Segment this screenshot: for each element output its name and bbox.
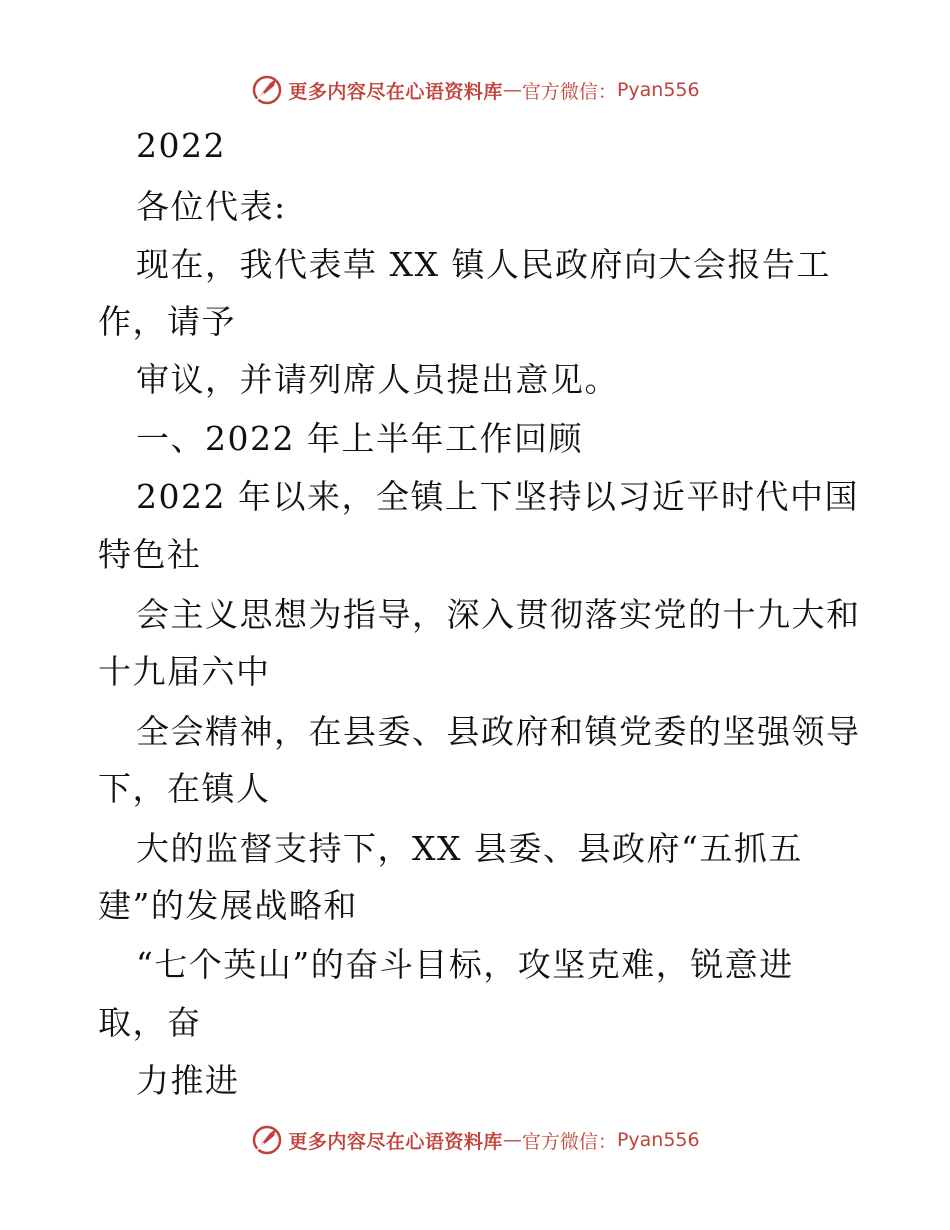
document-line: 十九届六中 [98, 652, 271, 691]
document-line: 各位代表: [136, 187, 287, 226]
document-line: “七个英山”的奋斗目标，攻坚克难，锐意进 [136, 945, 794, 984]
document-line: 大的监督支持下，XX 县委、县政府“五抓五 [136, 829, 803, 868]
document-line: 作，请予 [98, 302, 236, 341]
document-line: 会主义思想为指导，深入贯彻落实党的十九大和 [136, 595, 861, 634]
document-line: 特色社 [98, 535, 202, 574]
document-line: 下，在镇人 [98, 769, 271, 808]
watermark-wechat-label: 官方微信： [521, 1130, 617, 1153]
footer-watermark [0, 1120, 950, 1160]
watermark-site-name: 更多内容尽在心语资料库 [288, 80, 503, 103]
document-line: 取，奋 [98, 1003, 202, 1042]
document-line: 审议，并请列席人员提出意见。 [136, 360, 619, 399]
watermark-wechat-id: Pyan556 [616, 1129, 700, 1151]
watermark-separator: — [502, 1129, 522, 1151]
document-line: 2022 年以来，全镇上下坚持以习近平时代中国 [136, 477, 859, 516]
document-line: 一、2022 年上半年工作回顾 [136, 419, 583, 458]
document-line: 建”的发展战略和 [98, 886, 358, 925]
watermark-wechat-id: Pyan556 [616, 79, 700, 101]
document-line: 力推进 [136, 1061, 240, 1100]
watermark-site-name: 更多内容尽在心语资料库 [288, 1130, 503, 1153]
watermark-wechat-label: 官方微信： [521, 80, 617, 103]
document-line: 现在，我代表草 XX 镇人民政府向大会报告工 [136, 245, 831, 284]
quill-pen-icon [250, 1123, 284, 1157]
watermark-separator: — [502, 79, 522, 101]
document-line: 全会精神，在县委、县政府和镇党委的坚强领导 [136, 712, 861, 751]
document-line: 2022 [136, 126, 226, 165]
